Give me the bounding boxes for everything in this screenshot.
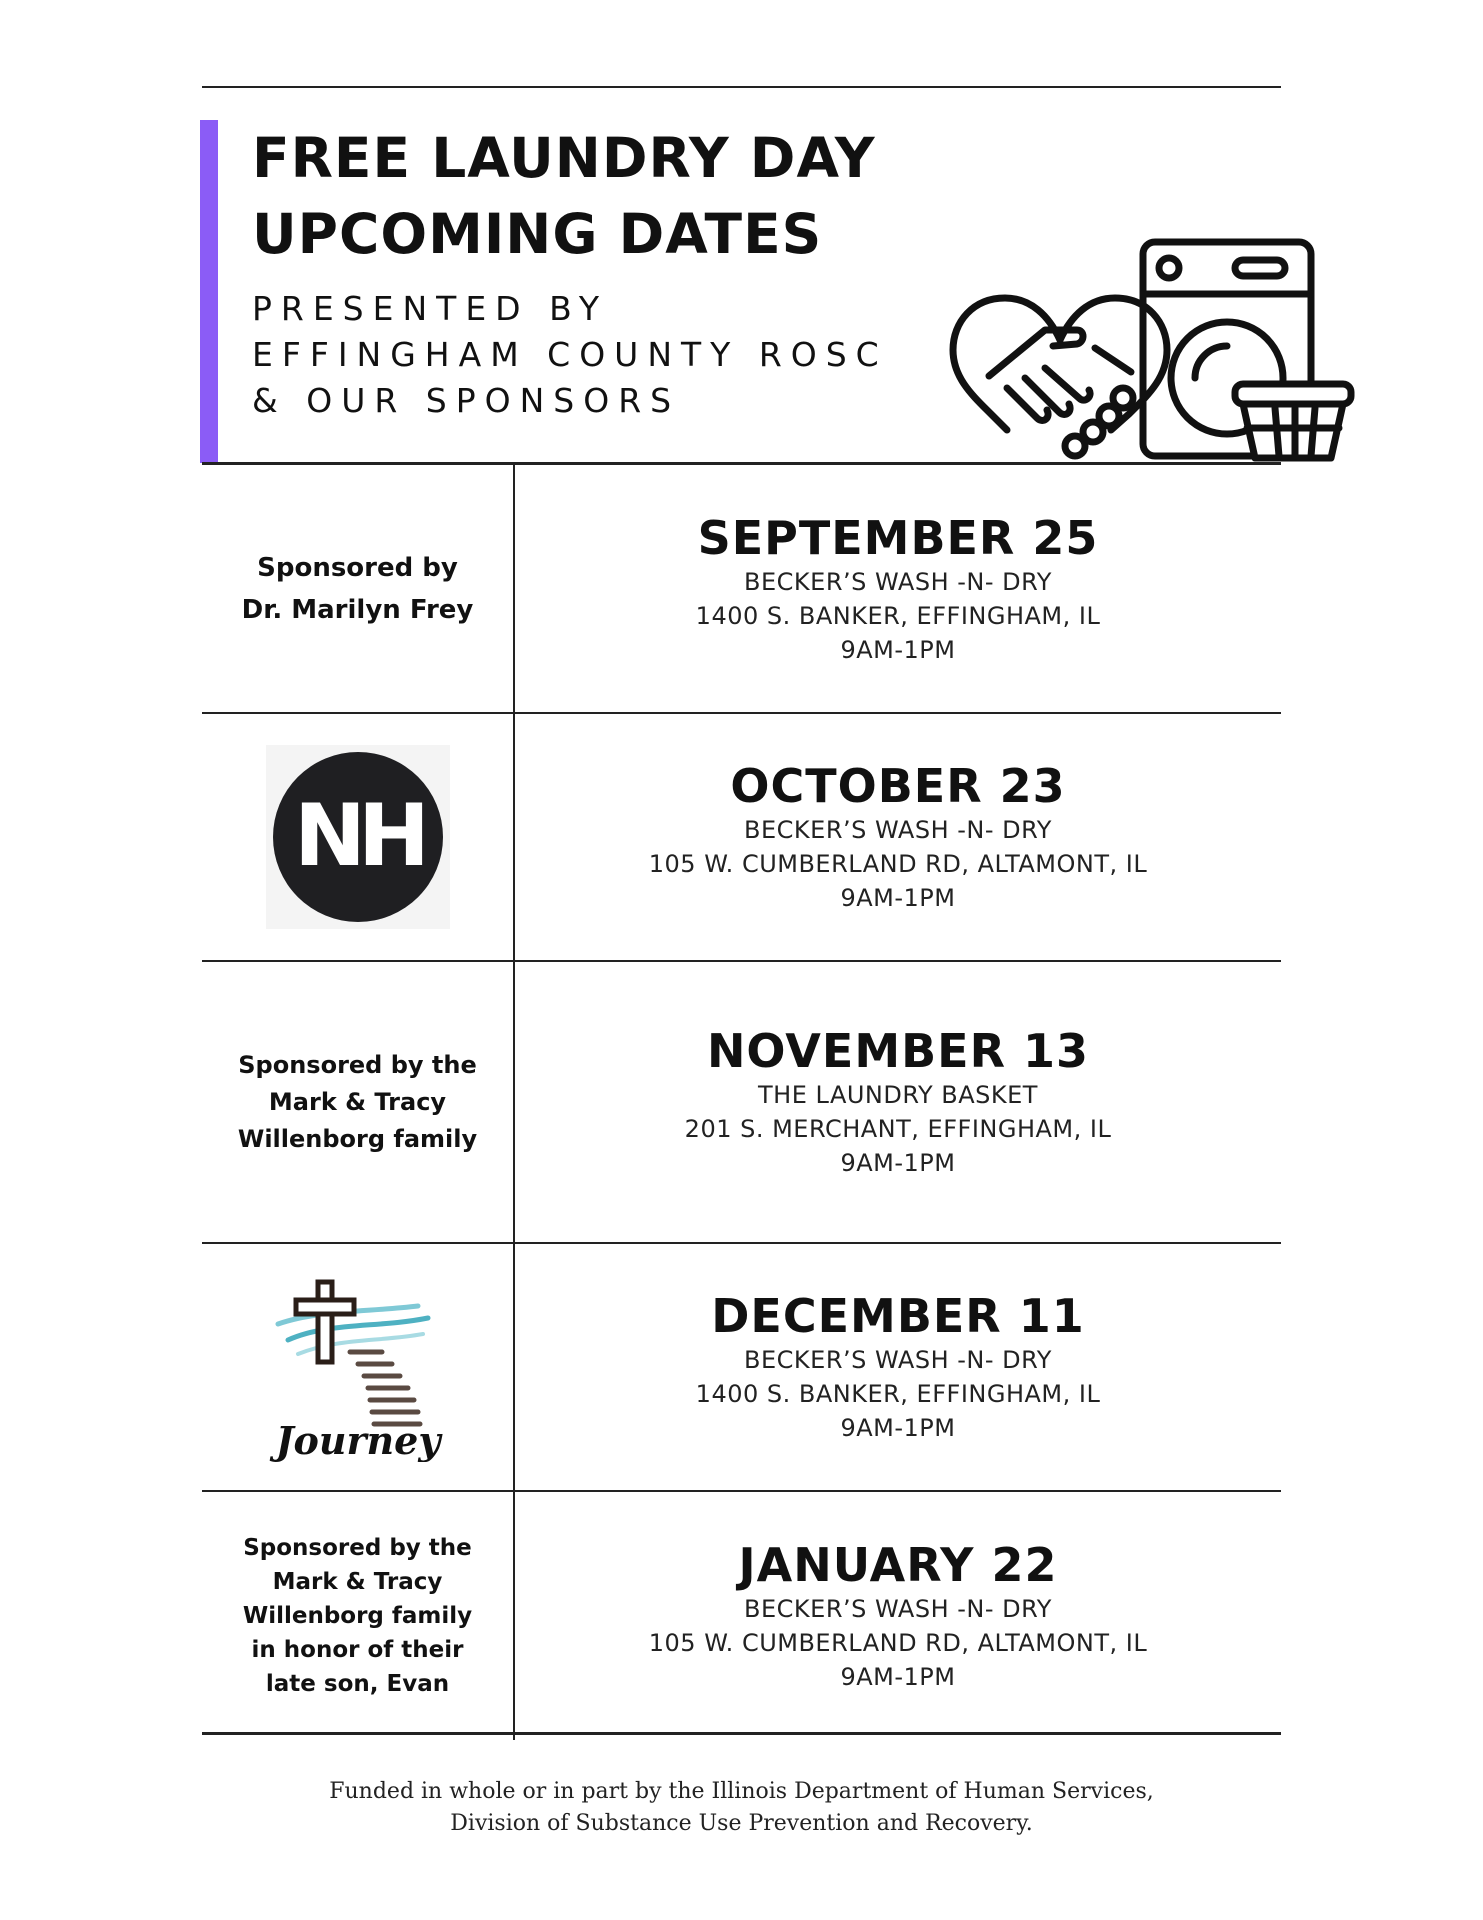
sponsor-text	[238, 1047, 477, 1158]
event-location: BECKER’S WASH -N- DRY	[744, 567, 1052, 596]
sponsor-cell	[202, 714, 515, 960]
event-cell	[515, 465, 1281, 712]
top-divider	[202, 86, 1281, 88]
header-illustration	[945, 238, 1365, 468]
presenter-block	[252, 286, 888, 424]
heart-handshake-icon	[953, 298, 1167, 456]
event-address: 105 W. CUMBERLAND RD, ALTAMONT, IL	[648, 850, 1148, 878]
footer-line-1: Funded in whole or in part by the Illinois Department of Human Services,	[329, 1779, 1154, 1804]
event-hours: 9AM-1PM	[840, 1149, 956, 1177]
presenter-line-3: & OUR SPONSORS	[252, 381, 681, 420]
event-address: 1400 S. BANKER, EFFINGHAM, IL	[695, 601, 1101, 630]
table-row	[202, 1490, 1281, 1740]
event-location: BECKER’S WASH -N- DRY	[744, 1346, 1052, 1374]
event-location: BECKER’S WASH -N- DRY	[744, 1595, 1052, 1623]
event-hours: 9AM-1PM	[840, 1414, 956, 1442]
sponsor-cell	[202, 962, 515, 1242]
sponsor-line: Mark & Tracy	[272, 1569, 443, 1595]
event-address: 105 W. CUMBERLAND RD, ALTAMONT, IL	[648, 1629, 1148, 1657]
sponsor-line: Dr. Marilyn Frey	[241, 594, 474, 625]
event-cell	[515, 714, 1281, 960]
journey-logo	[258, 1272, 458, 1462]
event-hours: 9AM-1PM	[840, 1663, 956, 1691]
sponsor-line: Willenborg family	[237, 1124, 478, 1153]
sponsor-cell	[202, 1492, 515, 1740]
sponsor-line: Willenborg family	[242, 1603, 473, 1629]
title-line-1: FREE LAUNDRY DAY	[252, 126, 876, 190]
event-hours: 9AM-1PM	[840, 884, 956, 912]
table-row	[202, 712, 1281, 960]
bottom-divider	[202, 1732, 1281, 1735]
funding-footer	[0, 1776, 1483, 1840]
event-cell	[515, 1244, 1281, 1490]
event-date: JANUARY 22	[738, 1538, 1058, 1592]
presenter-line-1: PRESENTED BY	[252, 289, 609, 328]
sponsor-line: Sponsored by the	[238, 1050, 477, 1079]
table-row	[202, 960, 1281, 1242]
nh-logo	[266, 745, 450, 929]
event-date: DECEMBER 11	[711, 1289, 1085, 1343]
sponsor-text	[242, 547, 474, 631]
event-cell	[515, 1492, 1281, 1740]
sponsor-line: in honor of their	[251, 1637, 464, 1663]
event-date: NOVEMBER 13	[706, 1024, 1090, 1078]
sponsor-line: Sponsored by the	[243, 1535, 472, 1561]
event-address: 201 S. MERCHANT, EFFINGHAM, IL	[684, 1115, 1112, 1143]
events-table	[202, 462, 1281, 1740]
event-date: SEPTEMBER 25	[697, 510, 1099, 565]
footer-line-2: Division of Substance Use Prevention and Recovery.	[450, 1811, 1033, 1836]
sponsor-line: late son, Evan	[265, 1671, 450, 1697]
page-title	[252, 120, 876, 272]
sponsor-line: Sponsored by	[257, 552, 458, 583]
nh-logo-text: NH	[293, 786, 422, 886]
sponsor-cell	[202, 1244, 515, 1490]
journey-logo-text: Journey	[275, 1418, 440, 1462]
accent-bar	[200, 120, 218, 463]
table-row	[202, 1242, 1281, 1490]
title-line-2: UPCOMING DATES	[252, 202, 823, 266]
event-cell	[515, 962, 1281, 1242]
sponsor-cell	[202, 465, 515, 712]
sponsor-text	[243, 1531, 472, 1701]
event-hours: 9AM-1PM	[840, 635, 956, 664]
event-address: 1400 S. BANKER, EFFINGHAM, IL	[695, 1380, 1101, 1408]
table-row	[202, 462, 1281, 712]
sponsor-line: Mark & Tracy	[268, 1087, 447, 1116]
event-location: THE LAUNDRY BASKET	[758, 1081, 1038, 1109]
presenter-line-2: EFFINGHAM COUNTY ROSC	[252, 335, 888, 374]
event-location: BECKER’S WASH -N- DRY	[744, 816, 1052, 844]
laundry-basket-icon	[1235, 384, 1351, 458]
event-date: OCTOBER 23	[730, 759, 1066, 813]
